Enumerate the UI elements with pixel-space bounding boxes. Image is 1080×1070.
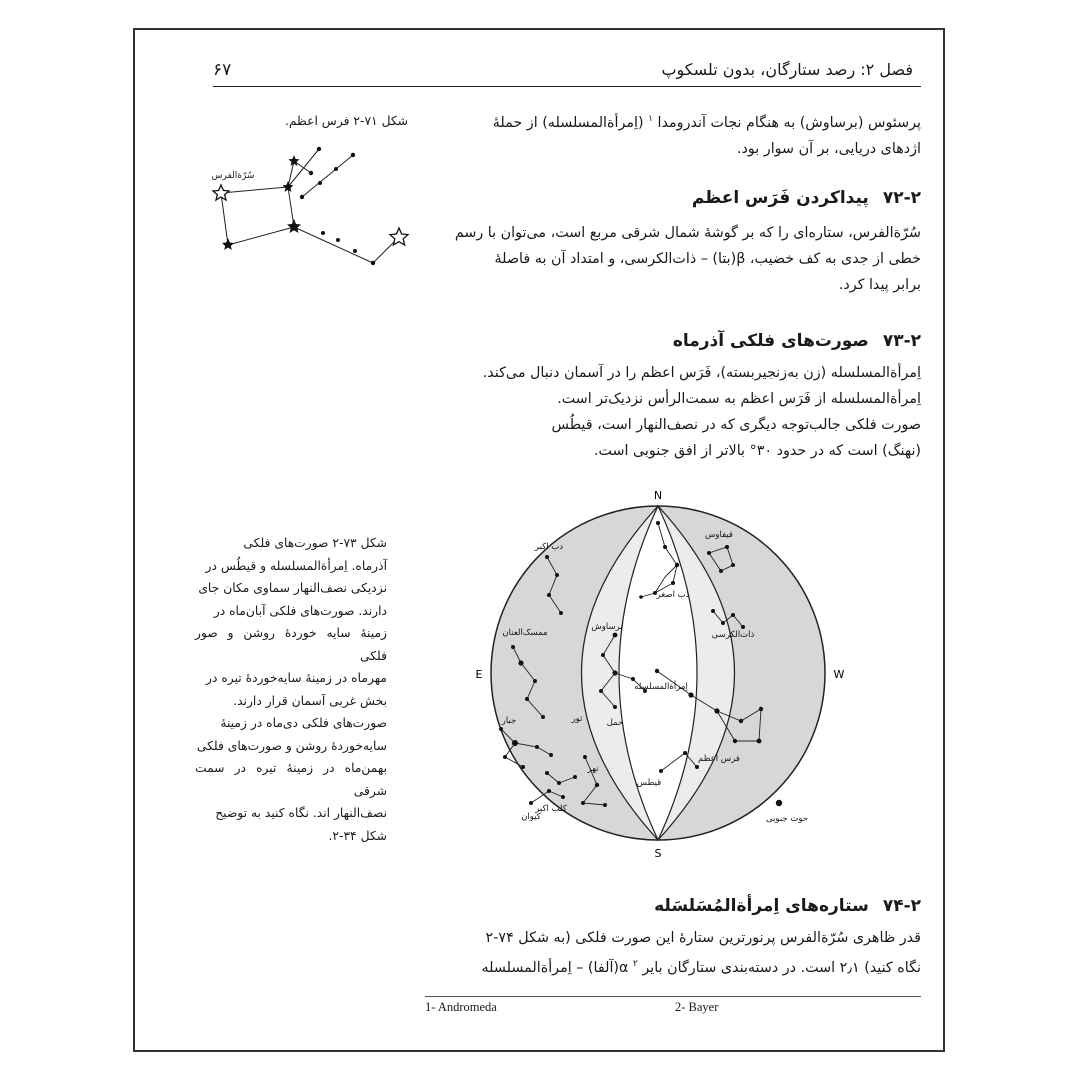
east-label: E: [475, 668, 483, 681]
book-page: [133, 28, 945, 1052]
section-number: ۷۲-۲: [882, 188, 921, 208]
label-dubb-akbar: دب اکبر: [534, 542, 564, 552]
label-mumsik: ممسک‌العنان: [502, 628, 548, 638]
south-label: S: [654, 847, 662, 860]
enif-star-icon: [390, 228, 408, 245]
figure-73-caption: شکل ۷۳-۲ صورت‌های فلکی آذرماه. اِمرأةالمسلسله و قیطُس در نزدیکی نصف‌النهار سماوی مکان جای دارند. صورت‌های فلکی آبان‌ماه در زمینهٔ سایه خوردهٔ روشن و صور فلکی مهرماه در زمینهٔ سایه‌خوردهٔ تیره در بخش غربی آسمان قرار دارند. صورت‌های فلکی دی‌ماه در زمینهٔ سایه‌خوردهٔ روشن و صورت‌های فلکی بهمن‌ماه در زمینهٔ تیره در سمت شرقی نصف‌النهار اند. نگاه کنید به توضیح شکل ۳۴-۲.: [195, 536, 387, 843]
sirrah-label: سُرّةالفرس: [211, 171, 255, 181]
running-header: [155, 60, 923, 86]
label-faras: فرس اعظم: [698, 754, 740, 764]
section-74-paragraph: [381, 925, 921, 981]
footnote-marker-1: ۱: [648, 114, 653, 124]
label-nahr: نهر: [587, 764, 599, 774]
figure-71-caption: شکل ۷۱-۲ فرس اعظم.: [284, 114, 408, 128]
section-73-paragraph: [421, 360, 921, 464]
label-kalb: کلب اکبر: [535, 804, 567, 814]
label-imraa: اِمرأةالمسلسله: [634, 682, 688, 692]
intro-paragraph: [421, 106, 921, 162]
label-kayvan: کیوان: [521, 812, 541, 822]
alpheratz-star-icon: [213, 185, 229, 200]
west-label: W: [833, 668, 845, 681]
label-jabbar: جبار: [501, 716, 517, 726]
label-qifaus: قیفاوس: [705, 530, 733, 540]
header-rule: [213, 86, 921, 87]
intro-line-1: پرسئوس (برساوش) به هنگام نجات آندرومدا $^۱$ (اِمرأةالمسلسله) از حملهٔ: [492, 114, 921, 131]
label-dubb-asghar: دب اصغر: [656, 590, 690, 600]
section-number: ۷۳-۲: [882, 331, 921, 351]
section-72-paragraph: [421, 220, 921, 298]
label-hamal: حمل: [606, 718, 624, 728]
section-72-heading: [692, 188, 921, 208]
pegasus-figure: [203, 135, 423, 285]
text-line: سُرّةالفرس، ستاره‌ای را که بر گوشهٔ شمال شرقی مربع است، می‌توان با رسم: [454, 225, 921, 241]
section-title: پیداکردن فَرَس اعظم: [691, 188, 869, 208]
label-qaitus: قیطس: [636, 778, 662, 788]
section-title: ستاره‌های اِمرأةالمُسَلسَله: [654, 896, 869, 916]
text-line: اِمرأةالمسلسله از فَرَس اعظم به سمت‌الرأس نزدیک‌تر است.: [557, 391, 921, 407]
text-line: صورت فلکی جالب‌توجه دیگری که در نصف‌النهار است، قیطُس: [551, 417, 921, 433]
sky-chart: [465, 485, 845, 863]
section-73-heading: [673, 331, 921, 351]
section-title: صورت‌های فلکی آذرماه: [672, 331, 869, 351]
text-line: اِمرأةالمسلسله (زن به‌زنجیربسته)، فَرَس اعظم را در آسمان دنبال می‌کند.: [482, 365, 921, 381]
star-icon: [222, 238, 234, 250]
star-icon: [289, 155, 300, 166]
text-line: قدر ظاهری سُرّةالفرس پرنورترین ستارهٔ این صورت فلکی (به شکل ۷۴-۲: [485, 930, 921, 946]
label-hut: حوت جنوبی: [765, 814, 809, 824]
text-line: خطی از جدی به کف خضیب، β(بتا) – ذات‌الکرسی، و امتداد آن به فاصلهٔ: [494, 251, 921, 267]
footnote-1: 1- Andromeda: [425, 1000, 497, 1014]
text-line: (نهنگ) است که در حدود ۳۰° بالاتر از افق جنوبی است.: [593, 443, 921, 459]
footnote-marker-2: ۲: [633, 959, 638, 969]
section-number: ۷۴-۲: [882, 896, 921, 916]
label-barsavush: برساوش: [591, 622, 623, 632]
text-line: برابر پیدا کرد.: [838, 277, 921, 293]
star-icon: [287, 219, 301, 233]
footnote-2: 2- Bayer: [675, 1000, 719, 1014]
text-line: نگاه کنید) ۲٫۱ است. در دسته‌بندی ستارگان بایر $^۲$ α(آلفا) – اِمرأةالمسلسله: [481, 959, 921, 976]
label-thawr: ثور: [571, 714, 583, 724]
page-number: ۶۷: [213, 60, 232, 80]
label-dhat-kursi: ذات‌الکرسی: [711, 630, 755, 640]
north-label: N: [653, 489, 663, 502]
intro-line-2: اژدهای دریایی، بر آن سوار بود.: [736, 140, 921, 157]
chapter-title: فصل ۲: رصد ستارگان، بدون تلسکوپ: [661, 60, 913, 79]
footnote-rule: [425, 996, 921, 997]
section-74-heading: [654, 896, 921, 916]
